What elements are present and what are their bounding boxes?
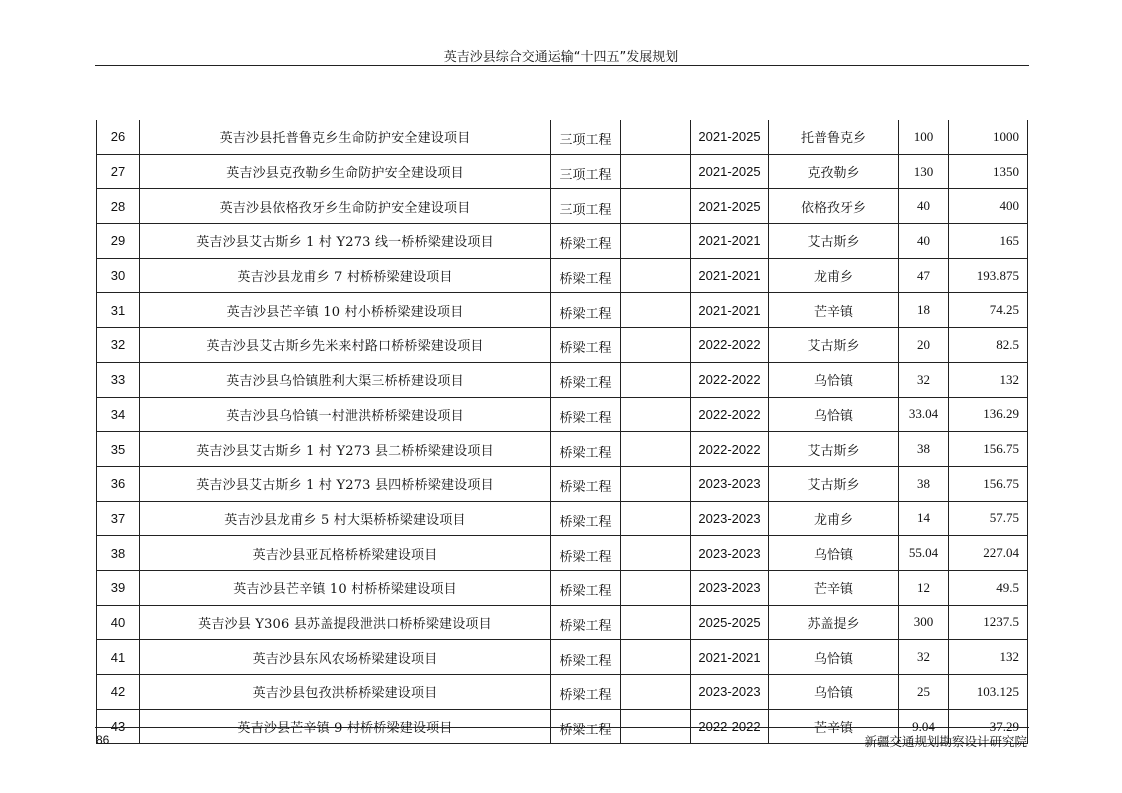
empty-cell xyxy=(621,328,691,363)
period-cell: 2023-2023 xyxy=(691,570,769,605)
scale-cell: 40 xyxy=(899,224,949,259)
table-row xyxy=(97,293,1028,328)
category-cell: 桥梁工程 xyxy=(551,362,621,397)
project-name-cell: 英吉沙县龙甫乡 5 村大渠桥桥梁建设项目 xyxy=(140,501,551,536)
row-number-cell: 40 xyxy=(97,605,140,640)
project-name-cell: 英吉沙县艾古斯乡 1 村 Y273 县二桥桥梁建设项目 xyxy=(140,432,551,467)
row-number-cell: 34 xyxy=(97,397,140,432)
period-cell: 2021-2021 xyxy=(691,258,769,293)
location-cell: 乌恰镇 xyxy=(769,362,899,397)
location-cell: 艾古斯乡 xyxy=(769,432,899,467)
row-number-cell: 39 xyxy=(97,570,140,605)
period-cell: 2022-2022 xyxy=(691,397,769,432)
project-name-cell: 英吉沙县芒辛镇 10 村桥桥梁建设项目 xyxy=(140,570,551,605)
location-cell: 龙甫乡 xyxy=(769,501,899,536)
period-cell: 2022-2022 xyxy=(691,709,769,744)
footer-divider xyxy=(95,727,1029,728)
scale-cell: 25 xyxy=(899,675,949,710)
table-row xyxy=(97,640,1028,675)
row-number-cell: 33 xyxy=(97,362,140,397)
location-cell: 乌恰镇 xyxy=(769,536,899,571)
investment-cell: 57.75 xyxy=(949,501,1028,536)
page-number: 86 xyxy=(96,733,110,747)
table-row xyxy=(97,466,1028,501)
empty-cell xyxy=(621,570,691,605)
empty-cell xyxy=(621,120,691,154)
location-cell: 托普鲁克乡 xyxy=(769,120,899,154)
category-cell: 桥梁工程 xyxy=(551,570,621,605)
period-cell: 2023-2023 xyxy=(691,501,769,536)
table-row xyxy=(97,432,1028,467)
project-name-cell: 英吉沙县克孜勒乡生命防护安全建设项目 xyxy=(140,154,551,189)
project-name-cell: 英吉沙县乌恰镇胜利大渠三桥桥建设项目 xyxy=(140,362,551,397)
scale-cell: 33.04 xyxy=(899,397,949,432)
row-number-cell: 38 xyxy=(97,536,140,571)
scale-cell: 32 xyxy=(899,362,949,397)
location-cell: 芒辛镇 xyxy=(769,570,899,605)
empty-cell xyxy=(621,189,691,224)
row-number-cell: 41 xyxy=(97,640,140,675)
table-row xyxy=(97,120,1028,154)
row-number-cell: 42 xyxy=(97,675,140,710)
project-name-cell: 英吉沙县 Y306 县苏盖提段泄洪口桥桥梁建设项目 xyxy=(140,605,551,640)
investment-cell: 136.29 xyxy=(949,397,1028,432)
project-name-cell: 英吉沙县芒辛镇 9 村桥桥梁建设项目 xyxy=(140,709,551,744)
scale-cell: 38 xyxy=(899,466,949,501)
location-cell: 乌恰镇 xyxy=(769,397,899,432)
page-header-title: 英吉沙县综合交通运输“十四五”发展规划 xyxy=(443,50,679,65)
row-number-cell: 43 xyxy=(97,709,140,744)
empty-cell xyxy=(621,258,691,293)
investment-cell: 132 xyxy=(949,640,1028,675)
category-cell: 桥梁工程 xyxy=(551,397,621,432)
investment-cell: 49.5 xyxy=(949,570,1028,605)
row-number-cell: 26 xyxy=(97,120,140,154)
project-name-cell: 英吉沙县依格孜牙乡生命防护安全建设项目 xyxy=(140,189,551,224)
period-cell: 2021-2025 xyxy=(691,120,769,154)
scale-cell: 38 xyxy=(899,432,949,467)
scale-cell: 12 xyxy=(899,570,949,605)
row-number-cell: 36 xyxy=(97,466,140,501)
period-cell: 2025-2025 xyxy=(691,605,769,640)
category-cell: 桥梁工程 xyxy=(551,432,621,467)
category-cell: 桥梁工程 xyxy=(551,709,621,744)
location-cell: 芒辛镇 xyxy=(769,709,899,744)
investment-cell: 156.75 xyxy=(949,432,1028,467)
category-cell: 桥梁工程 xyxy=(551,224,621,259)
project-name-cell: 英吉沙县亚瓦格桥桥梁建设项目 xyxy=(140,536,551,571)
project-name-cell: 英吉沙县东风农场桥梁建设项目 xyxy=(140,640,551,675)
empty-cell xyxy=(621,293,691,328)
investment-cell: 103.125 xyxy=(949,675,1028,710)
category-cell: 三项工程 xyxy=(551,154,621,189)
row-number-cell: 28 xyxy=(97,189,140,224)
category-cell: 桥梁工程 xyxy=(551,675,621,710)
row-number-cell: 37 xyxy=(97,501,140,536)
scale-cell: 18 xyxy=(899,293,949,328)
project-name-cell: 英吉沙县艾古斯乡先米来村路口桥桥梁建设项目 xyxy=(140,328,551,363)
table-row xyxy=(97,224,1028,259)
location-cell: 苏盖提乡 xyxy=(769,605,899,640)
period-cell: 2023-2023 xyxy=(691,466,769,501)
table-row xyxy=(97,536,1028,571)
row-number-cell: 35 xyxy=(97,432,140,467)
investment-cell: 156.75 xyxy=(949,466,1028,501)
investment-cell: 165 xyxy=(949,224,1028,259)
empty-cell xyxy=(621,605,691,640)
table-row xyxy=(97,501,1028,536)
project-table-body xyxy=(97,120,1028,744)
category-cell: 桥梁工程 xyxy=(551,640,621,675)
investment-cell: 227.04 xyxy=(949,536,1028,571)
location-cell: 芒辛镇 xyxy=(769,293,899,328)
row-number-cell: 27 xyxy=(97,154,140,189)
table-row xyxy=(97,675,1028,710)
period-cell: 2021-2021 xyxy=(691,293,769,328)
category-cell: 三项工程 xyxy=(551,189,621,224)
location-cell: 克孜勒乡 xyxy=(769,154,899,189)
category-cell: 桥梁工程 xyxy=(551,328,621,363)
investment-cell: 400 xyxy=(949,189,1028,224)
project-name-cell: 英吉沙县包孜洪桥桥梁建设项目 xyxy=(140,675,551,710)
scale-cell: 32 xyxy=(899,640,949,675)
empty-cell xyxy=(621,501,691,536)
period-cell: 2022-2022 xyxy=(691,432,769,467)
period-cell: 2021-2025 xyxy=(691,154,769,189)
table-row xyxy=(97,258,1028,293)
table-row xyxy=(97,328,1028,363)
category-cell: 桥梁工程 xyxy=(551,605,621,640)
investment-cell: 193.875 xyxy=(949,258,1028,293)
table-row xyxy=(97,362,1028,397)
header-divider xyxy=(95,65,1029,66)
investment-cell: 1350 xyxy=(949,154,1028,189)
location-cell: 艾古斯乡 xyxy=(769,328,899,363)
period-cell: 2023-2023 xyxy=(691,536,769,571)
organization-name: 新疆交通规划勘察设计研究院 xyxy=(864,734,1027,749)
period-cell: 2021-2025 xyxy=(691,189,769,224)
empty-cell xyxy=(621,432,691,467)
project-name-cell: 英吉沙县艾古斯乡 1 村 Y273 县四桥桥梁建设项目 xyxy=(140,466,551,501)
project-name-cell: 英吉沙县乌恰镇一村泄洪桥桥梁建设项目 xyxy=(140,397,551,432)
category-cell: 桥梁工程 xyxy=(551,501,621,536)
period-cell: 2022-2022 xyxy=(691,328,769,363)
period-cell: 2021-2021 xyxy=(691,640,769,675)
empty-cell xyxy=(621,466,691,501)
scale-cell: 9.04 xyxy=(899,709,949,744)
category-cell: 桥梁工程 xyxy=(551,293,621,328)
investment-cell: 82.5 xyxy=(949,328,1028,363)
empty-cell xyxy=(621,397,691,432)
table-row xyxy=(97,570,1028,605)
location-cell: 艾古斯乡 xyxy=(769,224,899,259)
scale-cell: 14 xyxy=(899,501,949,536)
project-name-cell: 英吉沙县艾古斯乡 1 村 Y273 线一桥桥梁建设项目 xyxy=(140,224,551,259)
empty-cell xyxy=(621,640,691,675)
scale-cell: 47 xyxy=(899,258,949,293)
category-cell: 桥梁工程 xyxy=(551,258,621,293)
project-table xyxy=(96,120,1028,744)
scale-cell: 100 xyxy=(899,120,949,154)
location-cell: 艾古斯乡 xyxy=(769,466,899,501)
investment-cell: 37.29 xyxy=(949,709,1028,744)
scale-cell: 300 xyxy=(899,605,949,640)
scale-cell: 55.04 xyxy=(899,536,949,571)
table-row xyxy=(97,605,1028,640)
investment-cell: 1237.5 xyxy=(949,605,1028,640)
scale-cell: 130 xyxy=(899,154,949,189)
table-row xyxy=(97,189,1028,224)
period-cell: 2022-2022 xyxy=(691,362,769,397)
location-cell: 乌恰镇 xyxy=(769,675,899,710)
project-name-cell: 英吉沙县芒辛镇 10 村小桥桥梁建设项目 xyxy=(140,293,551,328)
investment-cell: 74.25 xyxy=(949,293,1028,328)
empty-cell xyxy=(621,362,691,397)
location-cell: 龙甫乡 xyxy=(769,258,899,293)
row-number-cell: 32 xyxy=(97,328,140,363)
empty-cell xyxy=(621,224,691,259)
category-cell: 三项工程 xyxy=(551,120,621,154)
empty-cell xyxy=(621,536,691,571)
investment-cell: 1000 xyxy=(949,120,1028,154)
table-row xyxy=(97,154,1028,189)
empty-cell xyxy=(621,675,691,710)
category-cell: 桥梁工程 xyxy=(551,536,621,571)
period-cell: 2023-2023 xyxy=(691,675,769,710)
investment-cell: 132 xyxy=(949,362,1028,397)
location-cell: 依格孜牙乡 xyxy=(769,189,899,224)
period-cell: 2021-2021 xyxy=(691,224,769,259)
row-number-cell: 31 xyxy=(97,293,140,328)
row-number-cell: 30 xyxy=(97,258,140,293)
scale-cell: 20 xyxy=(899,328,949,363)
table-row xyxy=(97,397,1028,432)
project-name-cell: 英吉沙县龙甫乡 7 村桥桥梁建设项目 xyxy=(140,258,551,293)
row-number-cell: 29 xyxy=(97,224,140,259)
empty-cell xyxy=(621,154,691,189)
project-name-cell: 英吉沙县托普鲁克乡生命防护安全建设项目 xyxy=(140,120,551,154)
location-cell: 乌恰镇 xyxy=(769,640,899,675)
category-cell: 桥梁工程 xyxy=(551,466,621,501)
scale-cell: 40 xyxy=(899,189,949,224)
